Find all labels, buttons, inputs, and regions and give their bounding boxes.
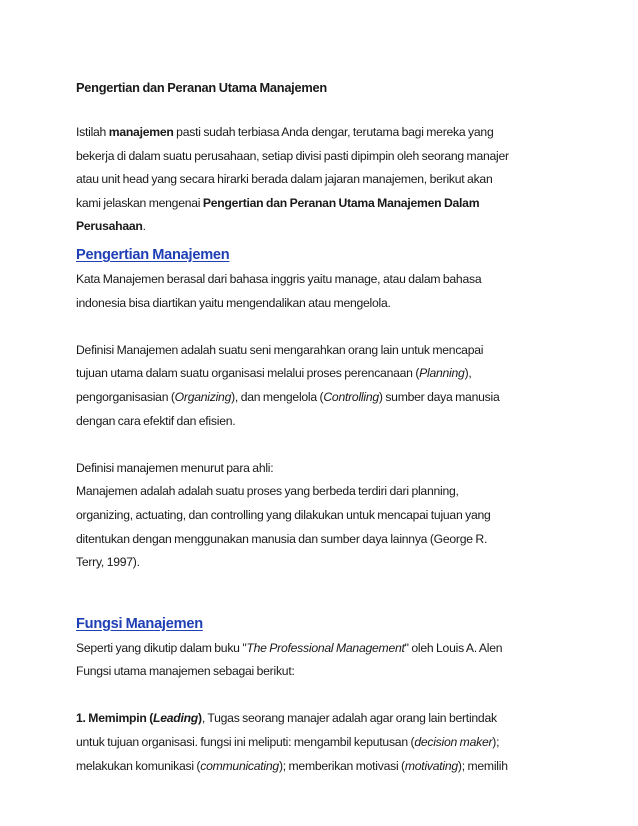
italic-term: Planning (419, 366, 465, 381)
text-line: indonesia bisa diartikan yaitu mengendalikan atau mengelola. (76, 295, 391, 310)
intro-line-3: atau unit head yang secara hirarki berada dalam jajaran manajemen, berikut akan (76, 172, 493, 187)
text: ); memilih (457, 758, 508, 773)
document-title: Pengertian dan Peranan Utama Manajemen (76, 80, 327, 95)
section-heading-fungsi-link[interactable]: Fungsi Manajemen (76, 615, 203, 632)
document-body (76, 75, 576, 778)
text-line: Terry, 1997). (76, 555, 140, 570)
bold-italic-term: Leading (153, 711, 198, 726)
bold-phrase: Perusahaan (76, 219, 143, 234)
section1-paragraph-1 (76, 268, 576, 315)
section2-paragraph-1 (76, 637, 576, 684)
italic-term: Controlling (323, 389, 379, 404)
text: ) sumber daya manusia (378, 389, 500, 404)
text: untuk tujuan organisasi. fungsi ini meliputi: mengambil keputusan ( (76, 735, 415, 750)
text: melakukan komunikasi ( (76, 758, 201, 773)
italic-book-title: The Professional Management (246, 640, 405, 655)
text: kami jelaskan mengenai (76, 195, 203, 210)
text-line: dengan cara efektif dan efisien. (76, 413, 236, 428)
section2-item-1 (76, 707, 576, 778)
text-line: Fungsi utama manajemen sebagai berikut: (76, 664, 295, 679)
text-line (76, 731, 576, 755)
bold-text: ) (198, 711, 202, 726)
section1-paragraph-3 (76, 457, 576, 575)
text-line (76, 755, 576, 779)
text-line: organizing, actuating, dan controlling yang dilakukan untuk mencapai tujuan yang (76, 507, 491, 522)
intro-paragraph (76, 121, 576, 239)
text-line: Manajemen adalah adalah suatu proses yang berbeda terdiri dari planning, (76, 484, 459, 499)
text-line: Kata Manajemen berasal dari bahasa inggris yaitu manage, atau dalam bahasa (76, 271, 482, 286)
text-line: Definisi Manajemen adalah suatu seni mengarahkan orang lain untuk mencapai (76, 342, 484, 357)
section-heading-pengertian-link[interactable]: Pengertian Manajemen (76, 246, 230, 263)
intro-line-2: bekerja di dalam suatu perusahaan, setiap divisi pasti dipimpin oleh seorang manajer (76, 148, 509, 163)
text: pasti sudah terbiasa Anda dengar, terutama bagi mereka yang (173, 125, 494, 139)
italic-term: Organizing (174, 389, 232, 404)
intro-line-4 (76, 192, 576, 216)
section1-paragraph-2 (76, 339, 576, 433)
text-line: Definisi manajemen menurut para ahli: (76, 460, 274, 475)
text: Seperti yang dikutip dalam buku " (76, 640, 247, 655)
text-line: ditentukan dengan menggunakan manusia dan sumber daya lainnya (George R. (76, 531, 488, 546)
italic-term: communicating (200, 758, 279, 773)
text: , Tugas seorang manajer adalah agar orang lain bertindak (201, 711, 497, 726)
text-line (76, 386, 576, 410)
text-line (76, 362, 576, 386)
text: ), (464, 366, 472, 381)
bold-phrase: Pengertian dan Peranan Utama Manajemen Dalam (202, 195, 480, 210)
text-line (76, 637, 576, 661)
italic-term: motivating (404, 758, 458, 773)
italic-term: decision maker (414, 735, 493, 750)
text: pengorganisasian ( (76, 389, 175, 404)
bold-term-manajemen: manajemen (108, 125, 174, 139)
text: tujuan utama dalam suatu organisasi melalui proses perencanaan ( (76, 366, 420, 381)
text: " oleh Louis A. Alen (404, 640, 503, 655)
bold-item-number: 1. Memimpin ( (76, 711, 154, 726)
text: ); (492, 735, 500, 750)
text: Istilah (76, 125, 109, 139)
intro-line-5 (76, 215, 576, 239)
text: ); memberikan motivasi ( (278, 758, 405, 773)
text: ), dan mengelola ( (231, 389, 324, 404)
text-line (76, 707, 576, 731)
text: . (142, 219, 146, 234)
intro-line-1 (76, 121, 576, 145)
